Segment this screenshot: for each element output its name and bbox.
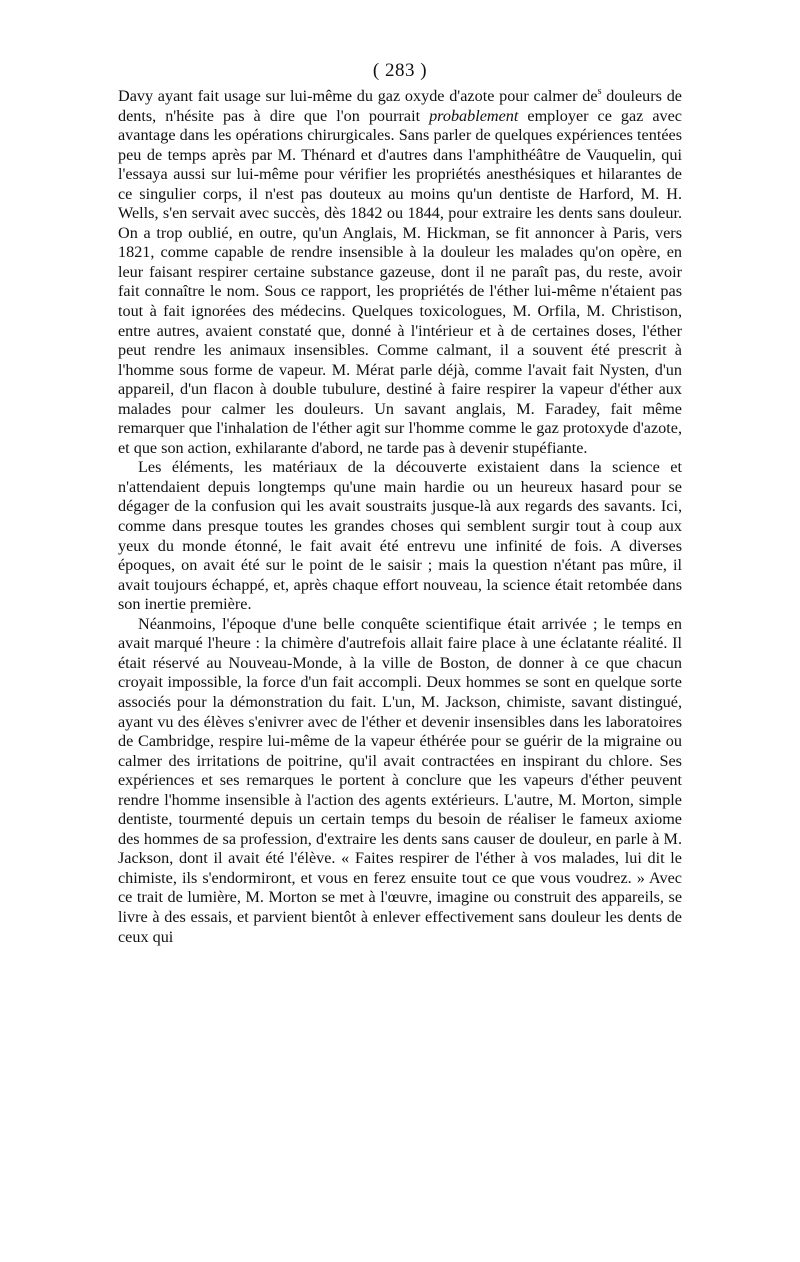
paragraph-1-part-a: Davy ayant fait usage sur lui-même du gaz oxyde d'azote pour calmer de xyxy=(118,87,598,105)
paragraph-2: Les éléments, les matériaux de la découverte existaient dans la science et n'attendaient depuis longtemps qu'une main hardie ou un heureux hasard pour se dégager de la confusion qui les avait soustraits jusque-là aux regards des savants. Ici, comme dans presque toutes les grandes choses qui semblent surgir tout à coup aux yeux du monde étonné, le fait avait été entrevu une infinité de fois. A diverses époques, on avait été sur le point de le saisir ; mais la question n'étant pas mûre, il avait toujours échappé, et, après chaque effort nouveau, la science était retombée dans son inertie première. xyxy=(118,458,682,614)
paragraph-1-part-b: douleurs de dents, n'hésite pas à dire que l'on pourrait xyxy=(118,87,682,125)
page-number: ( 283 ) xyxy=(372,60,428,81)
body-text xyxy=(118,87,682,947)
paragraph-1 xyxy=(118,87,682,458)
emphasis-probablement: probablement xyxy=(429,106,519,125)
paragraph-1-part-c: employer ce gaz avec avantage dans les opérations chirurgicales. Sans parler de quelques expériences tentées peu de temps après par M. Thénard et d'autres dans l'amphithéâtre de Vauquelin, qui l'essaya aussi sur lui-même pour vérifier les propriétés anesthésiques et hilarantes de ce singulier corps, il n'est pas douteux au moins qu'un dentiste de Harford, M. H. Wells, s'en servait avec succès, dès 1842 ou 1844, pour extraire les dents sans douleur. On a trop oublié, en outre, qu'un Anglais, M. Hickman, se fit annoncer à Paris, vers 1821, comme capable de rendre insensible à la douleur les malades qu'on opère, en leur faisant respirer certaine substance gazeuse, dont il ne paraît pas, du reste, avoir fait connaître le nom. Sous ce rapport, les propriétés de l'éther lui-même n'étaient pas tout à fait ignorées des médecins. Quelques toxicologues, M. Orfila, M. Christison, entre autres, avaient constaté que, donné à l'intérieur et à de certaines doses, l'éther peut rendre les animaux insensibles. Comme calmant, il a souvent été prescrit à l'homme sous forme de vapeur. M. Mérat parle déjà, comme l'avait fait Nysten, d'un appareil, d'un flacon à double tubulure, destiné à faire respirer la vapeur d'éther aux malades pour calmer les douleurs. Un savant anglais, M. Faradey, fait même remarquer que l'inhalation de l'éther agit sur l'homme comme le gaz protoxyde d'azote, et que son action, exhilarante d'abord, ne tarde pas à devenir stupéfiante. xyxy=(118,106,682,457)
paragraph-3: Néanmoins, l'époque d'une belle conquête scientifique était arrivée ; le temps en avait marqué l'heure : la chimère d'autrefois allait faire place à une éclatante réalité. Il était réservé au Nouveau-Monde, à la ville de Boston, de donner à ce que chacun croyait impossible, la force d'un fait accompli. Deux hommes se sont en quelque sorte associés pour la démonstration du fait. L'un, M. Jackson, chimiste, savant distingué, ayant vu des élèves s'enivrer avec de l'éther et devenir insensibles dans les laboratoires de Cambridge, respire lui-même de la vapeur éthérée pour se guérir de la migraine ou calmer des irritations de poitrine, qu'il avait contractées en inspirant du chlore. Ses expériences et ses remarques le portent à conclure que les vapeurs d'éther peuvent rendre l'homme insensible à l'action des agents extérieurs. L'autre, M. Morton, simple dentiste, tourmenté depuis un certain temps du besoin de réaliser le fameux axiome des hommes de sa profession, d'extraire les dents sans causer de douleur, en parle à M. Jackson, dont il avait été l'élève. « Faites respirer de l'éther à vos malades, lui dit le chimiste, ils s'endormiront, et vous en ferez ensuite tout ce que vous voudrez. » Avec ce trait de lumière, M. Morton se met à l'œuvre, imagine ou construit des appareils, se livre à des essais, et parvient bientôt à enlever effectivement sans douleur les dents de ceux qui xyxy=(118,614,682,946)
superscript-s: s xyxy=(597,86,602,97)
